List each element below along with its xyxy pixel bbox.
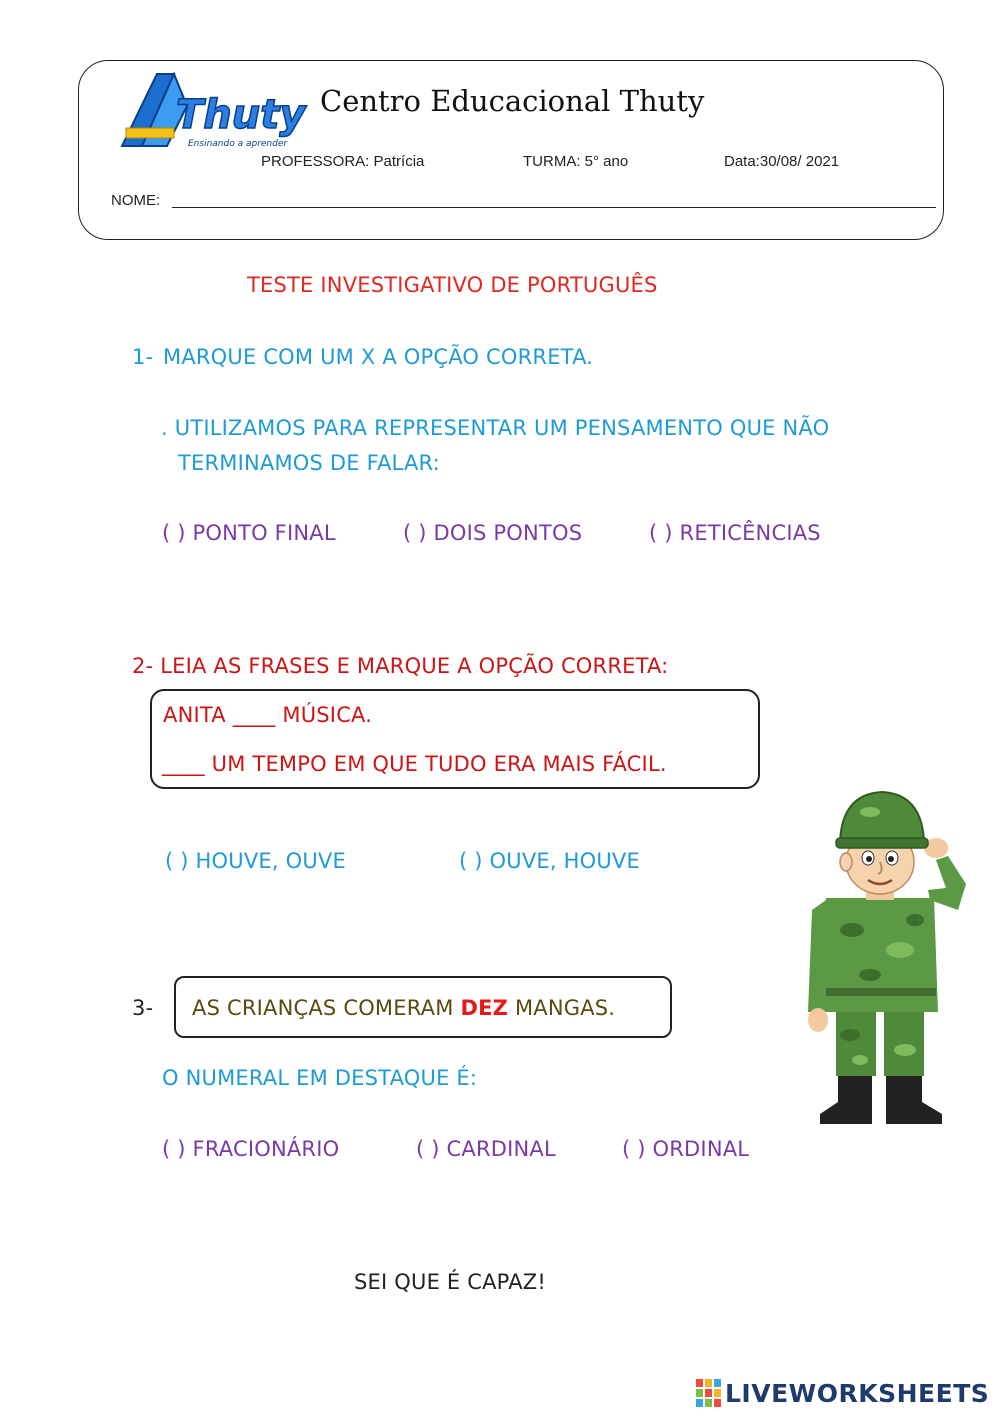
q3-sentence-before: AS CRIANÇAS COMERAM — [192, 996, 454, 1020]
name-label: NOME: — [111, 192, 161, 209]
q1-statement-line2: TERMINAMOS DE FALAR: — [178, 451, 440, 475]
closing-message: SEI QUE É CAPAZ! — [354, 1270, 546, 1294]
liveworksheets-brand[interactable] — [696, 1376, 989, 1410]
liveworksheets-wordmark: LIVEWORKSHEETS — [725, 1378, 990, 1408]
q3-sentence-after: MANGAS. — [514, 996, 616, 1020]
q1-option-dois-pontos[interactable]: ( ) DOIS PONTOS — [403, 521, 583, 545]
professor-label: PROFESSORA: Patrícia — [261, 153, 425, 170]
q1-statement-line1: . UTILIZAMOS PARA REPRESENTAR UM PENSAMENTO QUE NÃO — [161, 416, 830, 440]
q1-instruction: MARQUE COM UM X A OPÇÃO CORRETA. — [163, 345, 594, 369]
q3-sentence — [192, 996, 615, 1020]
q2-option-houve-ouve[interactable]: ( ) HOUVE, OUVE — [165, 849, 346, 873]
q3-option-ordinal[interactable]: ( ) ORDINAL — [622, 1137, 750, 1161]
q1-option-reticencias[interactable]: ( ) RETICÊNCIAS — [649, 521, 821, 545]
page-title: TESTE INVESTIGATIVO DE PORTUGUÊS — [247, 273, 658, 297]
school-logo — [112, 66, 312, 156]
q3-option-cardinal[interactable]: ( ) CARDINAL — [416, 1137, 556, 1161]
svg-text:Thuty: Thuty — [176, 92, 306, 138]
soldier-illustration — [790, 780, 970, 1130]
turma-label: TURMA: 5° ano — [523, 153, 629, 170]
q3-question: O NUMERAL EM DESTAQUE É: — [162, 1066, 478, 1090]
q3-highlight-numeral: DEZ — [460, 996, 509, 1020]
svg-text:Ensinando a aprender: Ensinando a aprender — [188, 139, 288, 149]
q2-sentence-2: ____ UM TEMPO EM QUE TUDO ERA MAIS FÁCIL. — [162, 752, 667, 776]
q2-option-ouve-houve[interactable]: ( ) OUVE, HOUVE — [459, 849, 640, 873]
q2-sentence-1: ANITA ____ MÚSICA. — [163, 703, 373, 727]
q1-number: 1- — [132, 345, 154, 369]
liveworksheets-icon — [696, 1379, 722, 1407]
q3-number: 3- — [132, 996, 154, 1020]
q1-option-ponto-final[interactable]: ( ) PONTO FINAL — [162, 521, 336, 545]
q2-instruction: 2- LEIA AS FRASES E MARQUE A OPÇÃO CORRETA: — [132, 654, 669, 678]
name-field-line[interactable] — [172, 207, 936, 208]
school-name: Centro Educacional Thuty — [320, 84, 705, 118]
date-label: Data:30/08/ 2021 — [724, 153, 840, 170]
q3-option-fracionario[interactable]: ( ) FRACIONÁRIO — [162, 1137, 340, 1161]
